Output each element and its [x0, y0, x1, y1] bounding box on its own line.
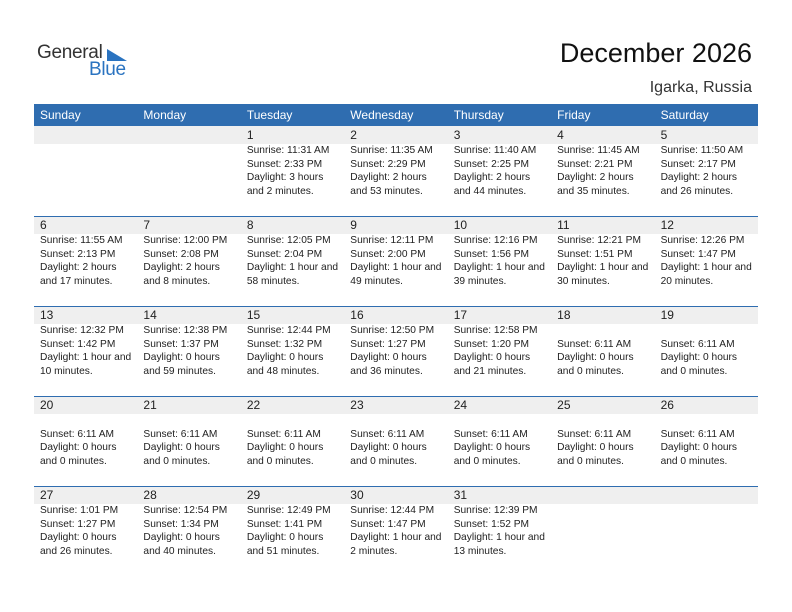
sunset-text: Sunset: 1:56 PM [453, 248, 530, 260]
location-label: Igarka, Russia [649, 79, 752, 96]
daylight-text: Daylight: 0 hours [557, 442, 634, 453]
sunset-text: Sunset: 2:00 PM [350, 248, 426, 260]
daylight-text: Daylight: 0 hours [660, 352, 738, 363]
day-cell [344, 486, 447, 576]
sunrise-text [557, 414, 654, 428]
daylight-text: Daylight: 2 hours [40, 262, 117, 273]
sunset-text: Sunset: 1:37 PM [143, 338, 219, 350]
daylight-text: Daylight: 1 hour and [246, 262, 339, 273]
daylight-minutes-text: and 0 minutes. [143, 455, 211, 467]
daylight-minutes-text: and 26 minutes. [40, 545, 113, 557]
daylight-minutes-text: and 21 minutes. [453, 365, 527, 377]
daylight-minutes-text: 13 minutes. [453, 545, 507, 557]
day-cell [241, 306, 344, 396]
day-cell [655, 216, 758, 306]
day-cell [448, 216, 551, 306]
sunset-text: Sunset: 1:34 PM [143, 518, 219, 530]
sunset-text: Sunset: 6:11 AM [660, 338, 735, 350]
sunrise-text [557, 504, 654, 518]
daylight-text: Daylight: 1 hour and [453, 262, 545, 273]
daylight-text: Daylight: 0 hours [660, 442, 738, 453]
sunrise-text [661, 414, 758, 428]
day-number: 3 [453, 128, 461, 142]
day-cell [137, 216, 240, 306]
sunset-text: Sunset: 2:25 PM [453, 158, 530, 170]
daylight-minutes-text: 10 minutes. [40, 365, 93, 377]
daylight-text: Daylight: 0 hours [246, 532, 324, 543]
day-cell [344, 306, 447, 396]
daylight-text: Daylight: 0 hours [143, 532, 220, 543]
sunrise-text: Sunrise: 11:31 AM [246, 145, 330, 156]
daylight-minutes-text: and 48 minutes. [246, 365, 320, 377]
weekday-sunday: Sunday [40, 108, 81, 122]
day-cell [448, 126, 551, 216]
daylight-minutes-text: and 0 minutes. [453, 455, 521, 467]
daylight-minutes-text: 30 minutes. [557, 275, 610, 287]
day-cell [344, 396, 447, 486]
day-cell [448, 396, 551, 486]
sunset-text: Sunset: 6:11 AM [40, 428, 114, 440]
daylight-minutes-text: 49 minutes. [350, 275, 403, 287]
day-cell [655, 126, 758, 216]
daylight-text [661, 531, 758, 545]
day-number: 14 [143, 308, 157, 322]
day-cell [655, 306, 758, 396]
day-cell [241, 126, 344, 216]
daylight-text: Daylight: 1 hour and [453, 532, 545, 543]
day-number: 6 [40, 218, 47, 232]
logo-general-text: General [37, 42, 103, 63]
weekday-wednesday: Wednesday [350, 108, 414, 122]
daylight-text: Daylight: 3 hours [246, 172, 324, 183]
sunset-text: Sunset: 1:32 PM [246, 338, 323, 350]
daylight-minutes-text: and 0 minutes. [350, 455, 418, 467]
daylight-text [557, 531, 654, 545]
daylight-text: Daylight: 0 hours [40, 442, 117, 453]
sunset-text: Sunset: 1:51 PM [557, 248, 633, 260]
day-number [40, 126, 137, 144]
page-title: December 2026 [559, 38, 752, 68]
sunrise-text [143, 144, 240, 158]
weekday-header [34, 104, 758, 126]
day-number: 28 [143, 488, 157, 502]
daylight-minutes-text: and 0 minutes. [246, 455, 314, 467]
sunset-text: Sunset: 2:29 PM [350, 158, 426, 170]
day-number: 19 [660, 308, 674, 322]
sunrise-text: Sunrise: 12:05 PM [246, 235, 331, 246]
day-number: 22 [246, 398, 261, 412]
daylight-text: Daylight: 1 hour and [350, 262, 442, 273]
sunset-text: Sunset: 6:11 AM [660, 428, 735, 440]
day-cell [241, 396, 344, 486]
sunrise-text: Sunrise: 11:50 AM [660, 145, 744, 156]
day-number: 11 [557, 218, 570, 232]
sunset-text: Sunset: 1:47 PM [660, 248, 736, 260]
day-cell [551, 216, 654, 306]
daylight-text: Daylight: 0 hours [143, 352, 220, 363]
day-cell [655, 486, 758, 576]
day-cell [137, 486, 240, 576]
day-number: 7 [143, 218, 151, 232]
day-number: 20 [40, 398, 54, 412]
weekday-saturday: Saturday [660, 108, 709, 122]
sunset-text: Sunset: 6:11 AM [246, 428, 321, 440]
day-number [143, 126, 240, 144]
week-row [34, 396, 758, 486]
daylight-text: Daylight: 0 hours [246, 352, 324, 363]
daylight-text: Daylight: 1 hour and [557, 262, 649, 273]
sunrise-text: Sunrise: 12:32 PM [40, 325, 124, 336]
sunrise-text [350, 414, 447, 428]
sunrise-text: Sunrise: 1:01 PM [40, 505, 119, 516]
daylight-text: Daylight: 1 hour and [350, 532, 442, 543]
day-cell [655, 396, 758, 486]
daylight-text: Daylight: 0 hours [350, 442, 427, 453]
daylight-text: Daylight: 0 hours [453, 352, 531, 363]
daylight-minutes-text: and 17 minutes. [40, 275, 113, 287]
day-cell [551, 486, 654, 576]
daylight-minutes-text: 20 minutes. [660, 275, 714, 287]
daylight-minutes-text: 58 minutes. [246, 275, 300, 287]
sunset-text: Sunset: 6:11 AM [453, 428, 528, 440]
daylight-minutes-text: and 0 minutes. [660, 455, 728, 467]
day-cell [448, 306, 551, 396]
daylight-minutes-text [661, 545, 758, 559]
daylight-minutes-text: and 0 minutes. [40, 455, 107, 467]
day-number: 1 [246, 128, 254, 142]
day-number: 23 [350, 398, 364, 412]
day-cell [137, 306, 240, 396]
day-number: 18 [557, 308, 571, 322]
week-row [34, 126, 758, 216]
day-number: 4 [557, 128, 564, 142]
daylight-minutes-text: and 59 minutes. [143, 365, 216, 377]
sunrise-text [143, 414, 240, 428]
day-number: 2 [350, 128, 357, 142]
day-cell [34, 306, 137, 396]
sunrise-text: Sunrise: 12:44 PM [246, 325, 331, 336]
day-cell [241, 216, 344, 306]
daylight-text: Daylight: 0 hours [557, 352, 634, 363]
logo-blue-text: Blue [89, 59, 126, 80]
day-number [557, 486, 654, 504]
daylight-text: Daylight: 0 hours [246, 442, 324, 453]
day-number: 26 [660, 398, 674, 412]
sunrise-text [661, 324, 758, 338]
day-number: 29 [246, 488, 261, 502]
sunrise-text [454, 414, 551, 428]
logo [37, 42, 137, 82]
sunset-text: Sunset: 1:20 PM [453, 338, 530, 350]
daylight-minutes-text [557, 545, 654, 559]
week-row [34, 216, 758, 306]
sunrise-text: Sunrise: 11:40 AM [453, 145, 537, 156]
sunset-text: Sunset: 1:41 PM [246, 518, 323, 530]
sunrise-text: Sunrise: 12:26 PM [660, 235, 745, 246]
daylight-minutes-text [143, 185, 240, 199]
sunrise-text: Sunrise: 12:54 PM [143, 505, 228, 516]
sunrise-text: Sunrise: 12:00 PM [143, 235, 228, 246]
day-number: 5 [660, 128, 668, 142]
daylight-minutes-text: and 35 minutes. [557, 185, 630, 197]
sunset-text: Sunset: 6:11 AM [557, 338, 632, 350]
sunset-text [143, 158, 240, 172]
daylight-minutes-text: and 44 minutes. [453, 185, 527, 197]
sunrise-text: Sunrise: 12:21 PM [557, 235, 641, 246]
daylight-text: Daylight: 0 hours [143, 442, 220, 453]
day-cell [137, 126, 240, 216]
daylight-minutes-text: and 53 minutes. [350, 185, 423, 197]
day-cell [551, 396, 654, 486]
sunrise-text [557, 324, 654, 338]
sunrise-text [40, 414, 137, 428]
daylight-minutes-text: and 36 minutes. [350, 365, 423, 377]
day-cell [34, 486, 137, 576]
daylight-minutes-text: and 2 minutes. [246, 185, 314, 197]
sunset-text: Sunset: 6:11 AM [557, 428, 632, 440]
daylight-text: Daylight: 0 hours [350, 352, 427, 363]
sunset-text: Sunset: 2:17 PM [660, 158, 736, 170]
sunset-text: Sunset: 2:08 PM [143, 248, 219, 260]
day-number: 31 [453, 488, 468, 502]
day-number: 12 [660, 218, 674, 232]
sunrise-text [247, 414, 344, 428]
sunrise-text: Sunrise: 11:35 AM [350, 145, 433, 156]
sunset-text [661, 518, 758, 532]
daylight-minutes-text: and 0 minutes. [557, 455, 624, 467]
sunrise-text: Sunrise: 12:58 PM [453, 325, 538, 336]
day-number: 10 [453, 218, 468, 232]
daylight-minutes-text: and 51 minutes. [246, 545, 320, 557]
day-number: 9 [350, 218, 357, 232]
daylight-minutes-text: and 40 minutes. [143, 545, 216, 557]
day-number: 21 [143, 398, 157, 412]
weekday-friday: Friday [557, 108, 591, 122]
weekday-tuesday: Tuesday [246, 108, 293, 122]
day-cell [344, 216, 447, 306]
sunset-text: Sunset: 1:42 PM [40, 338, 116, 350]
sunset-text: Sunset: 1:47 PM [350, 518, 426, 530]
daylight-text [40, 171, 137, 185]
daylight-text: Daylight: 0 hours [453, 442, 531, 453]
daylight-text: Daylight: 2 hours [143, 262, 220, 273]
sunset-text: Sunset: 2:21 PM [557, 158, 633, 170]
sunset-text: Sunset: 2:33 PM [246, 158, 323, 170]
daylight-minutes-text: and 0 minutes. [557, 365, 624, 377]
day-cell [34, 216, 137, 306]
daylight-text: Daylight: 2 hours [660, 172, 738, 183]
day-number [661, 486, 758, 504]
daylight-text: Daylight: 1 hour and [660, 262, 752, 273]
sunset-text: Sunset: 6:11 AM [143, 428, 218, 440]
sunrise-text: Sunrise: 12:16 PM [453, 235, 538, 246]
day-number: 27 [40, 488, 54, 502]
sunset-text [557, 518, 654, 532]
sunrise-text: Sunrise: 12:49 PM [246, 505, 331, 516]
daylight-minutes-text [40, 185, 137, 199]
sunset-text: Sunset: 2:13 PM [40, 248, 116, 260]
sunset-text: Sunset: 6:11 AM [350, 428, 425, 440]
sunset-text [40, 158, 137, 172]
sunrise-text [40, 144, 137, 158]
day-number: 13 [40, 308, 54, 322]
day-cell [241, 486, 344, 576]
day-cell [34, 396, 137, 486]
week-row [34, 486, 758, 576]
daylight-text: Daylight: 1 hour and [40, 352, 132, 363]
sunrise-text: Sunrise: 12:50 PM [350, 325, 435, 336]
daylight-minutes-text: and 26 minutes. [660, 185, 734, 197]
sunrise-text: Sunrise: 12:44 PM [350, 505, 435, 516]
day-cell [34, 126, 137, 216]
sunset-text: Sunset: 2:04 PM [246, 248, 323, 260]
week-row [34, 306, 758, 396]
day-number: 25 [557, 398, 571, 412]
day-cell [344, 126, 447, 216]
daylight-minutes-text: 2 minutes. [350, 545, 398, 557]
daylight-minutes-text: and 8 minutes. [143, 275, 211, 287]
day-number: 24 [453, 398, 468, 412]
day-cell [551, 126, 654, 216]
weekday-thursday: Thursday [453, 108, 504, 122]
daylight-text [143, 171, 240, 185]
sunset-text: Sunset: 1:52 PM [453, 518, 530, 530]
sunrise-text [661, 504, 758, 518]
daylight-text: Daylight: 2 hours [453, 172, 531, 183]
daylight-text: Daylight: 2 hours [350, 172, 427, 183]
sunrise-text: Sunrise: 11:45 AM [557, 145, 640, 156]
sunrise-text: Sunrise: 12:39 PM [453, 505, 538, 516]
sunrise-text: Sunrise: 11:55 AM [40, 235, 123, 246]
daylight-minutes-text: and 0 minutes. [660, 365, 728, 377]
sunrise-text: Sunrise: 12:11 PM [350, 235, 434, 246]
day-cell [448, 486, 551, 576]
day-number: 30 [350, 488, 364, 502]
day-cell [551, 306, 654, 396]
day-number: 15 [246, 308, 261, 322]
daylight-text: Daylight: 0 hours [40, 532, 117, 543]
daylight-text: Daylight: 2 hours [557, 172, 634, 183]
day-number: 8 [246, 218, 254, 232]
sunrise-text: Sunrise: 12:38 PM [143, 325, 228, 336]
day-cell [137, 396, 240, 486]
day-number: 16 [350, 308, 364, 322]
day-number: 17 [453, 308, 468, 322]
weekday-monday: Monday [143, 108, 187, 122]
daylight-minutes-text: 39 minutes. [453, 275, 507, 287]
sunset-text: Sunset: 1:27 PM [40, 518, 116, 530]
sunset-text: Sunset: 1:27 PM [350, 338, 426, 350]
